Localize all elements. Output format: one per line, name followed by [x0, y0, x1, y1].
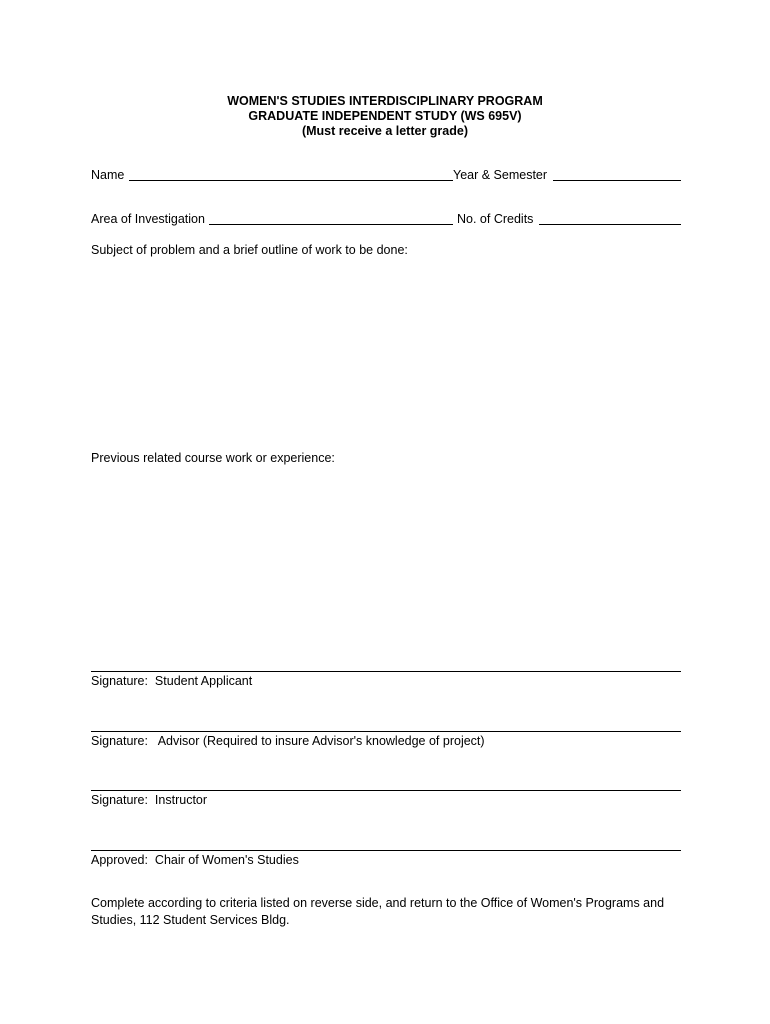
instructor-signature-label: Signature: Instructor [91, 793, 208, 807]
previous-work-area[interactable] [91, 470, 681, 660]
credits-field[interactable] [539, 224, 681, 225]
student-signature-label: Signature: Student Applicant [91, 674, 253, 688]
name-row [91, 167, 681, 183]
subject-area[interactable] [91, 262, 681, 442]
area-row [91, 211, 681, 227]
name-field[interactable] [129, 180, 453, 181]
program-title: WOMEN'S STUDIES INTERDISCIPLINARY PROGRAM [227, 94, 543, 108]
subject-label: Subject of problem and a brief outline of work to be done: [91, 243, 408, 257]
previous-work-label: Previous related course work or experience: [91, 451, 335, 465]
area-label: Area of Investigation [91, 212, 205, 226]
area-field[interactable] [209, 224, 453, 225]
advisor-signature-label: Signature: Advisor (Required to insure Advisor's knowledge of project) [91, 734, 485, 748]
advisor-signature-line[interactable] [91, 731, 681, 732]
credits-label: No. of Credits [457, 212, 534, 226]
name-label: Name [91, 168, 125, 182]
chair-approval-label: Approved: Chair of Women's Studies [91, 853, 299, 867]
year-semester-label: Year & Semester [453, 168, 548, 182]
chair-approval-line[interactable] [91, 850, 681, 851]
grade-note: (Must receive a letter grade) [301, 124, 469, 138]
form-title [0, 94, 770, 139]
year-semester-field[interactable] [553, 180, 681, 181]
return-instructions: Complete according to criteria listed on reverse side, and return to the Office of Women's Programs and Studies, 112 Student Services Bldg. [91, 896, 665, 927]
course-title: GRADUATE INDEPENDENT STUDY (WS 695V) [248, 109, 522, 123]
instructor-signature-line[interactable] [91, 790, 681, 791]
student-signature-line[interactable] [91, 671, 681, 672]
